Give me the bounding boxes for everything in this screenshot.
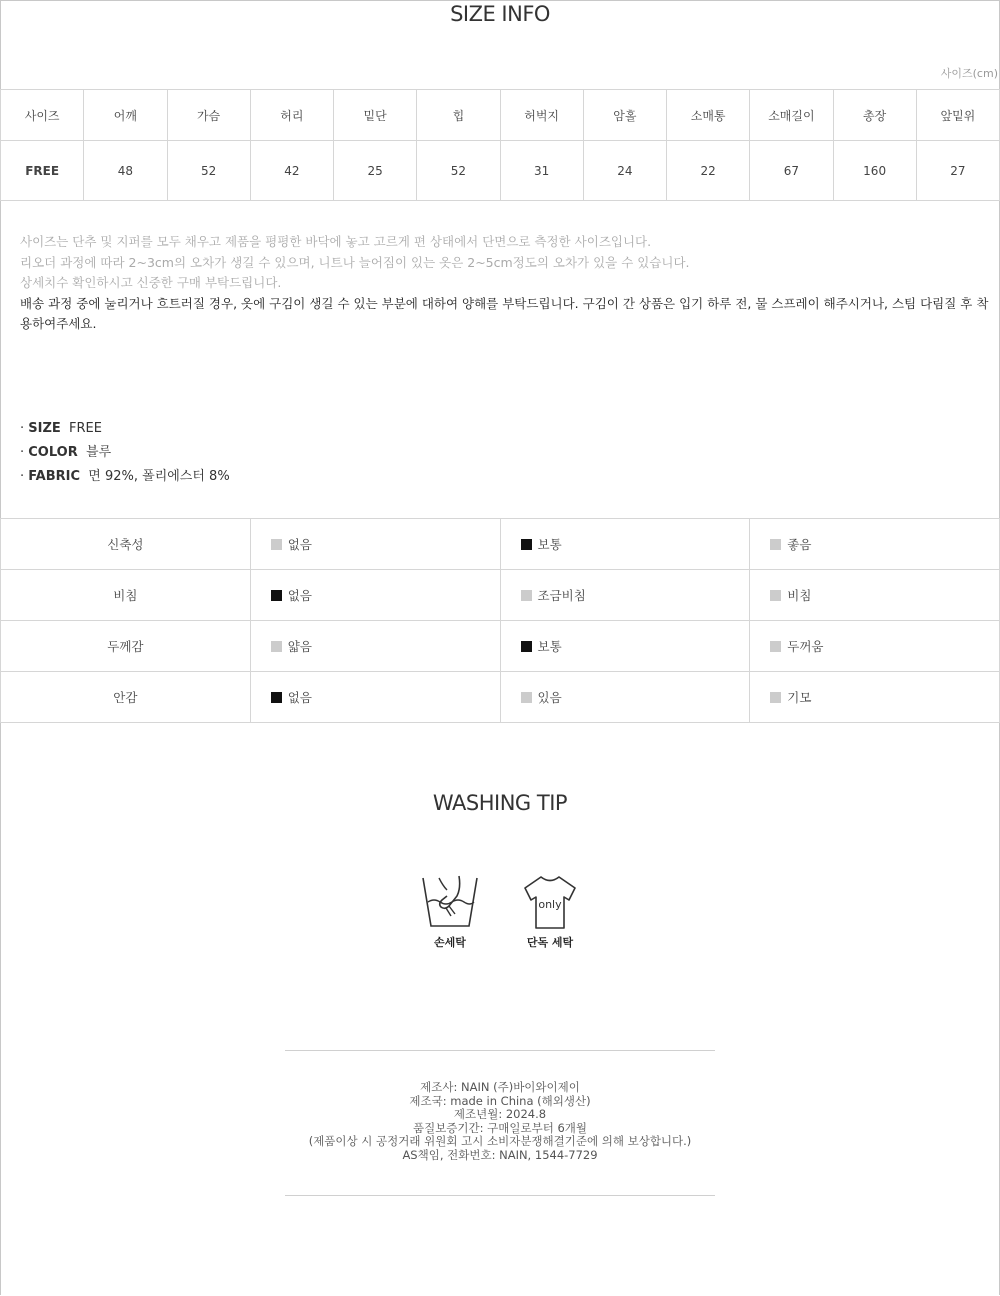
footer-top-divider — [285, 1050, 715, 1051]
fit-option-label: 없음 — [287, 537, 312, 552]
fit-row — [1, 621, 1000, 672]
size-value-cell: 160 — [833, 141, 916, 201]
selected-square-icon — [521, 641, 532, 652]
unselected-square-icon — [521, 590, 532, 601]
unselected-square-icon — [521, 692, 532, 703]
footer-line: 제조년월: 2024.8 — [453, 1107, 547, 1121]
size-header-cell: 어깨 — [84, 90, 167, 141]
fit-option — [500, 672, 750, 723]
fit-option-label: 기모 — [787, 690, 812, 705]
size-header-cell: 앞밑위 — [916, 90, 999, 141]
size-value-cell: 67 — [750, 141, 833, 201]
fit-label: 신축성 — [1, 519, 251, 570]
fit-label: 비침 — [1, 570, 251, 621]
footer-line: (제품이상 시 공정거래 위원회 고시 소비자분쟁해결기준에 의해 보상합니다.) — [308, 1134, 692, 1148]
size-header-cell: 암홀 — [583, 90, 666, 141]
size-value-cell: 42 — [250, 141, 333, 201]
hand-wash-icon — [419, 872, 481, 932]
unselected-square-icon — [770, 590, 781, 601]
shipping-note: 배송 과정 중에 눌리거나 흐트러질 경우, 옷에 구김이 생길 수 있는 부분에 대하여 양해를 부탁드립니다. 구김이 간 상품은 입기 하루 전, 물 스프레이 해주시거나, 스팀 다림질 후 착용하여주세요. — [20, 295, 989, 331]
size-value-cell: 48 — [84, 141, 167, 201]
fit-option — [250, 570, 500, 621]
fit-option — [500, 519, 750, 570]
selected-square-icon — [521, 539, 532, 550]
fit-option — [500, 621, 750, 672]
size-value-cell: 25 — [334, 141, 417, 201]
fit-option-label: 조금비침 — [537, 588, 586, 603]
fit-option-label: 없음 — [287, 690, 312, 705]
size-header-cell: 총장 — [833, 90, 916, 141]
size-table-row — [1, 141, 1000, 201]
wash-separately-icon — [519, 872, 581, 932]
size-value-cell: 52 — [167, 141, 250, 201]
fit-option-label: 있음 — [537, 690, 562, 705]
size-header-cell: 소매통 — [667, 90, 750, 141]
fit-option — [750, 570, 1000, 621]
footer-bottom-divider — [285, 1195, 715, 1196]
fit-option-label: 비침 — [787, 588, 812, 603]
size-value-cell: 27 — [916, 141, 999, 201]
fit-row — [1, 570, 1000, 621]
fit-option-label: 없음 — [287, 588, 312, 603]
selected-square-icon — [271, 692, 282, 703]
size-header-cell: 힙 — [417, 90, 500, 141]
fit-option — [750, 621, 1000, 672]
unselected-square-icon — [770, 539, 781, 550]
size-name-cell: FREE — [1, 141, 84, 201]
fit-option-label: 좋음 — [787, 537, 812, 552]
spec-size: · SIZE FREE — [20, 421, 102, 436]
size-header-cell: 허리 — [250, 90, 333, 141]
fit-option-label: 보통 — [537, 639, 562, 654]
wash-separately-caption: 단독 세탁 — [526, 936, 574, 949]
washing-tip-title: WASHING TIP — [432, 791, 568, 815]
fit-row — [1, 672, 1000, 723]
fit-option — [750, 672, 1000, 723]
fit-table — [0, 518, 1000, 723]
fit-option — [500, 570, 750, 621]
product-info-footer — [0, 1081, 1000, 1162]
fit-option — [250, 621, 500, 672]
selected-square-icon — [271, 590, 282, 601]
size-info-title: SIZE INFO — [450, 2, 550, 26]
note-line: 리오더 과정에 따라 2~3cm의 오차가 생길 수 있으며, 니트나 늘어짐이 있는 옷은 2~5cm정도의 오차가 있을 수 있습니다. — [20, 254, 690, 270]
size-table-header — [1, 90, 1000, 141]
fit-option-label: 보통 — [537, 537, 562, 552]
note-line: 상세치수 확인하시고 신중한 구매 부탁드립니다. — [20, 275, 282, 290]
size-value-cell: 22 — [667, 141, 750, 201]
spec-color: · COLOR 블루 — [20, 445, 112, 460]
spec-fabric: · FABRIC 면 92%, 폴리에스터 8% — [20, 469, 230, 484]
size-notes — [20, 232, 995, 335]
fit-option — [750, 519, 1000, 570]
fit-label: 안감 — [1, 672, 251, 723]
fit-label: 두께감 — [1, 621, 251, 672]
wash-separately — [515, 872, 585, 950]
only-label: only — [538, 898, 562, 911]
unselected-square-icon — [770, 641, 781, 652]
fit-option — [250, 519, 500, 570]
size-header-cell: 허벅지 — [500, 90, 583, 141]
fit-option-label: 두꺼움 — [787, 639, 824, 654]
hand-wash — [415, 872, 485, 950]
size-value-cell: 52 — [417, 141, 500, 201]
unselected-square-icon — [770, 692, 781, 703]
footer-line: 품질보증기간: 구매일로부터 6개월 — [412, 1120, 588, 1135]
unselected-square-icon — [271, 539, 282, 550]
size-value-cell: 31 — [500, 141, 583, 201]
unselected-square-icon — [271, 641, 282, 652]
size-header-cell: 소매길이 — [750, 90, 833, 141]
fit-option — [250, 672, 500, 723]
footer-line: 제조사: NAIN (주)바이와이제이 — [420, 1080, 580, 1094]
hand-wash-caption: 손세탁 — [434, 936, 466, 949]
size-header-cell: 사이즈 — [1, 90, 84, 141]
footer-line: 제조국: made in China (해외생산) — [409, 1093, 591, 1108]
size-header-cell: 밑단 — [334, 90, 417, 141]
product-specs — [20, 417, 230, 489]
fit-option-label: 얇음 — [287, 639, 312, 654]
size-unit-label: 사이즈(cm) — [940, 67, 998, 80]
size-table — [0, 89, 1000, 201]
fit-row — [1, 519, 1000, 570]
footer-line: AS책임, 전화번호: NAIN, 1544-7729 — [402, 1147, 598, 1162]
note-line: 사이즈는 단추 및 지퍼를 모두 채우고 제품을 평평한 바닥에 놓고 고르게 편 상태에서 단면으로 측정한 사이즈입니다. — [20, 234, 652, 249]
size-header-cell: 가슴 — [167, 90, 250, 141]
size-value-cell: 24 — [583, 141, 666, 201]
